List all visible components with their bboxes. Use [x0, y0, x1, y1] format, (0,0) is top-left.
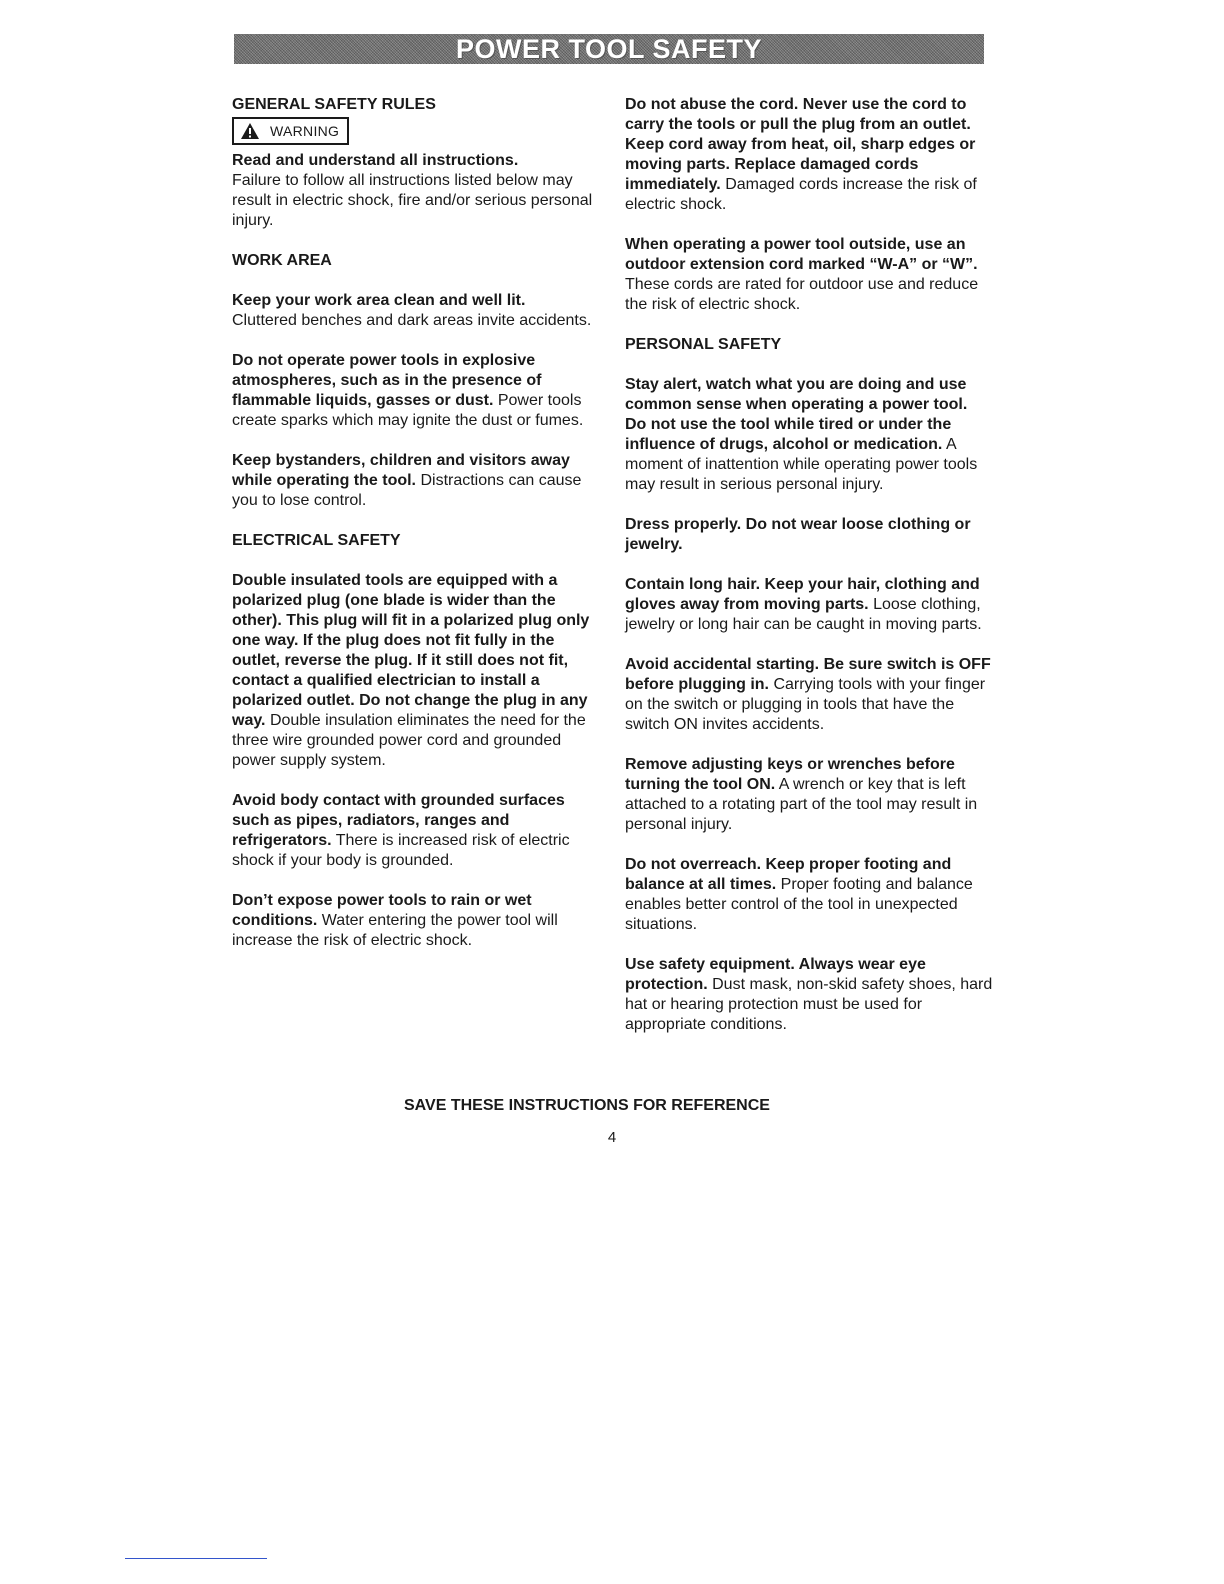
paragraph-body: A wrench or key that is left attached to a rotating part of the tool may result in personal injury. [625, 776, 978, 833]
warning-label-box [232, 117, 349, 145]
paragraph-explosive-atmospheres [232, 351, 594, 431]
paragraph-lead: Do not operate power tools in explosive atmospheres, such as in the presence of flammable liquids, gasses or dust. [232, 352, 542, 409]
paragraph-lead: Avoid accidental starting. Be sure switch is OFF before plugging in. [625, 656, 991, 693]
general-safety-heading: GENERAL SAFETY RULES [232, 96, 436, 113]
paragraph-outdoor-extension-cord [625, 235, 993, 315]
paragraph-body: Failure to follow all instructions listed below may result in electric shock, fire and/or serious personal injury. [232, 172, 593, 229]
paragraph-lead: Remove adjusting keys or wrenches before turning the tool ON. [625, 756, 955, 793]
save-instructions-line: SAVE THESE INSTRUCTIONS FOR REFERENCE [404, 1097, 770, 1114]
paragraph-body: Damaged cords increase the risk of electric shock. [625, 176, 977, 213]
page-banner [234, 34, 984, 64]
paragraph-lead: Keep bystanders, children and visitors away while operating the tool. [232, 452, 570, 489]
paragraph-adjusting-keys [625, 755, 993, 835]
paragraph-overreach [625, 855, 993, 935]
paragraph-lead: Don’t expose power tools to rain or wet conditions. [232, 892, 532, 929]
paragraph-body: Power tools create sparks which may ignite the dust or fumes. [232, 392, 584, 429]
right-column [625, 95, 993, 1035]
paragraph-lead: When operating a power tool outside, use an outdoor extension cord marked “W-A” or “W”. [625, 236, 978, 273]
paragraph-lead: Stay alert, watch what you are doing and use common sense when operating a power tool. Do not use the tool while tired or under the influence of drugs, alcohol or medication. [625, 376, 968, 453]
paragraph-body: Cluttered benches and dark areas invite accidents. [232, 312, 592, 329]
paragraph-rain-wet [232, 891, 594, 951]
paragraph-body: There is increased risk of electric shock if your body is grounded. [232, 832, 570, 869]
paragraph-body: These cords are rated for outdoor use and reduce the risk of electric shock. [625, 276, 979, 313]
paragraph-lead: Double insulated tools are equipped with a polarized plug (one blade is wider than the other). This plug will fit in a polarized plug only one way. If the plug does not fit fully in the outlet, reverse the plug. If it still does not fit, contact a qualified electrician to install a polarized outlet. Do not change the plug in any way. [232, 572, 590, 729]
paragraph-dress-properly [625, 515, 993, 555]
paragraph-lead: Contain long hair. Keep your hair, clothing and gloves away from moving parts. [625, 576, 980, 613]
warning-label: WARNING [270, 123, 340, 139]
page-number: 4 [607, 1129, 617, 1146]
footer-rule [125, 1558, 267, 1559]
page-title: POWER TOOL SAFETY [455, 34, 763, 64]
paragraph-polarized-plug [232, 571, 594, 771]
paragraph-lead: Avoid body contact with grounded surfaces such as pipes, radiators, ranges and refrigerators. [232, 792, 565, 849]
paragraph-stay-alert [625, 375, 993, 495]
paragraph-cord-abuse [625, 95, 993, 215]
warning-triangle-icon [240, 122, 260, 140]
paragraph-body: Carrying tools with your finger on the switch or plugging in tools that have the switch ON invites accidents. [625, 676, 986, 733]
electrical-safety-heading: ELECTRICAL SAFETY [232, 532, 401, 549]
paragraph-lead: Read and understand all instructions. [232, 152, 519, 169]
paragraph-read-instructions [232, 151, 594, 231]
paragraph-grounded-surfaces [232, 791, 594, 871]
paragraph-bystanders [232, 451, 594, 511]
paragraph-body: Distractions can cause you to lose control. [232, 472, 582, 509]
paragraph-lead: Use safety equipment. Always wear eye protection. [625, 956, 926, 993]
paragraph-body: Double insulation eliminates the need for the three wire grounded power cord and grounded power supply system. [232, 712, 586, 769]
paragraph-long-hair [625, 575, 993, 635]
paragraph-body: Loose clothing, jewelry or long hair can be caught in moving parts. [625, 596, 982, 633]
paragraph-body: Proper footing and balance enables better control of the tool in unexpected situations. [625, 876, 973, 933]
paragraph-lead: Do not overreach. Keep proper footing and balance at all times. [625, 856, 952, 893]
paragraph-lead: Dress properly. Do not wear loose clothing or jewelry. [625, 516, 971, 553]
paragraph-lead: Keep your work area clean and well lit. [232, 292, 526, 309]
work-area-heading: WORK AREA [232, 252, 332, 269]
paragraph-work-area-clean [232, 291, 594, 331]
personal-safety-heading: PERSONAL SAFETY [625, 336, 782, 353]
paragraph-accidental-starting [625, 655, 993, 735]
paragraph-lead: Do not abuse the cord. Never use the cord to carry the tools or pull the plug from an outlet. Keep cord away from heat, oil, sharp edges or moving parts. Replace damaged cords immediately. [625, 96, 976, 193]
left-column [232, 95, 594, 951]
paragraph-safety-equipment [625, 955, 993, 1035]
paragraph-body: Dust mask, non-skid safety shoes, hard hat or hearing protection must be used for appropriate conditions. [625, 976, 993, 1033]
paragraph-body: Water entering the power tool will increase the risk of electric shock. [232, 912, 558, 949]
paragraph-body: A moment of inattention while operating power tools may result in serious personal injury. [625, 436, 978, 493]
